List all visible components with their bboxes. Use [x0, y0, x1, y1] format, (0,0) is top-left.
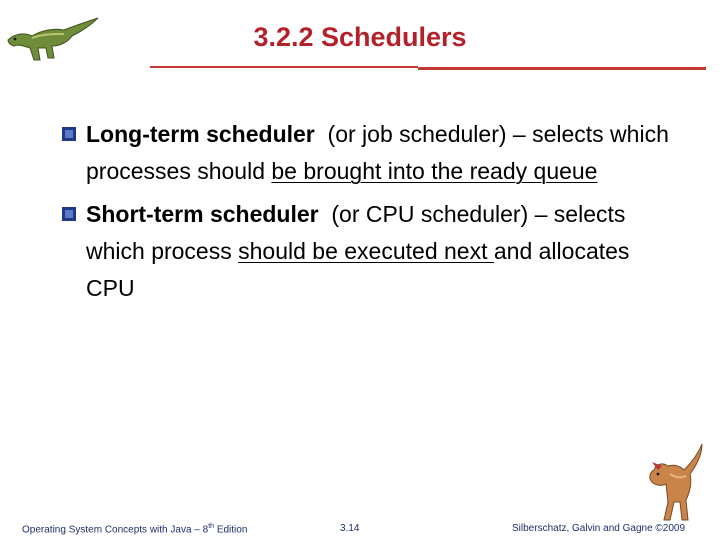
standing-dinosaur-icon: [632, 440, 712, 526]
bullet-term: Long-term scheduler: [86, 121, 315, 147]
slide-title: 3.2.2 Schedulers: [253, 22, 467, 52]
bullet-long-term-scheduler: [62, 116, 682, 190]
footer-book-title: Operating System Concepts with Java – 8th Edition: [22, 523, 248, 536]
bullet-underlined-text: be brought into the ready queue: [271, 158, 598, 184]
bullet-term: Short-term scheduler: [86, 201, 319, 227]
bullet-text: (or job scheduler) – selects which processes should: [86, 121, 676, 184]
bullet-list: [62, 116, 682, 313]
footer-page-number: 3.14: [340, 523, 360, 534]
bullet-text: (or CPU scheduler) – selects which process: [86, 201, 632, 264]
footer-authors: Silberschatz, Galvin and Gagne ©2009: [512, 523, 686, 534]
bullet-square-icon: [62, 207, 76, 221]
bullet-underlined-text: should be executed next: [238, 238, 494, 264]
title-underline: [150, 66, 706, 70]
bullet-text-end: and allocates CPU: [86, 238, 630, 301]
bullet-short-term-scheduler: [62, 196, 682, 307]
bullet-square-icon: [62, 127, 76, 141]
